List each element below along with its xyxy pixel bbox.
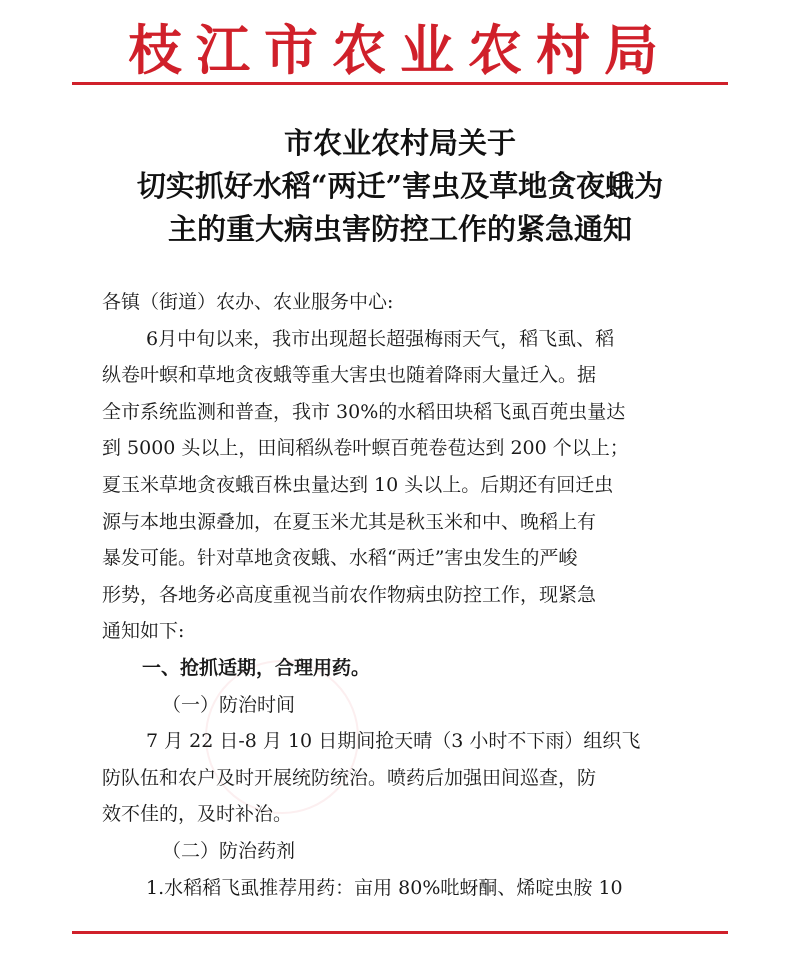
paragraph-line: 纵卷叶螟和草地贪夜蛾等重大害虫也随着降雨大量迁入。据 xyxy=(102,364,597,387)
paragraph-line: 防队伍和农户及时开展统防统治。喷药后加强田间巡查，防 xyxy=(102,766,597,789)
paragraph-line: 到 5000 头以上，田间稻纵卷叶螟百蔸卷苞达到 200 个以上； xyxy=(102,437,629,460)
paragraph-line: 全市系统监测和普查，我市 30%的水稻田块稻飞虱百蔸虫量达 xyxy=(102,400,626,423)
section-heading: 一、抢抓适期，合理用药。 xyxy=(142,656,371,679)
issuing-organization-header: 枝江市农业农村局 xyxy=(128,18,672,82)
addressee-line: 各镇（街道）农办、农业服务中心: xyxy=(102,291,394,313)
paragraph-line: 暴发可能。针对草地贪夜蛾、水稻“两迁”害虫发生的严峻 xyxy=(102,547,578,570)
subsection-heading: （二）防治药剂 xyxy=(162,839,296,862)
title-line: 市农业农村局关于 xyxy=(283,126,516,160)
title-line: 切实抓好水稻“两迁”害虫及草地贪夜蛾为 xyxy=(136,169,664,203)
subsection-heading: （一）防治时间 xyxy=(162,693,296,716)
paragraph-line: 源与本地虫源叠加，在夏玉米尤其是秋玉米和中、晚稻上有 xyxy=(102,510,597,533)
document-body xyxy=(102,284,698,906)
paragraph-line: 6月中旬以来，我市出现超长超强梅雨天气，稻飞虱、稻 xyxy=(146,327,615,350)
paragraph-line: 1.水稻稻飞虱推荐用药：亩用 80%吡蚜酮、烯啶虫胺 10 xyxy=(146,876,623,899)
document-title xyxy=(0,122,800,251)
footer-red-rule xyxy=(72,931,728,934)
paragraph-line: 效不佳的，及时补治。 xyxy=(102,803,293,826)
paragraph-line: 形势，各地务必高度重视当前农作物病虫防控工作，现紧急 xyxy=(102,583,597,606)
header-red-rule xyxy=(72,82,728,85)
paragraph-line: 通知如下: xyxy=(102,620,185,643)
paragraph-line: 7 月 22 日-8 月 10 日期间抢天晴（3 小时不下雨）组织飞 xyxy=(146,730,641,753)
title-line: 主的重大病虫害防控工作的紧急通知 xyxy=(167,212,632,246)
paragraph-line: 夏玉米草地贪夜蛾百株虫量达到 10 头以上。后期还有回迁虫 xyxy=(102,473,614,496)
